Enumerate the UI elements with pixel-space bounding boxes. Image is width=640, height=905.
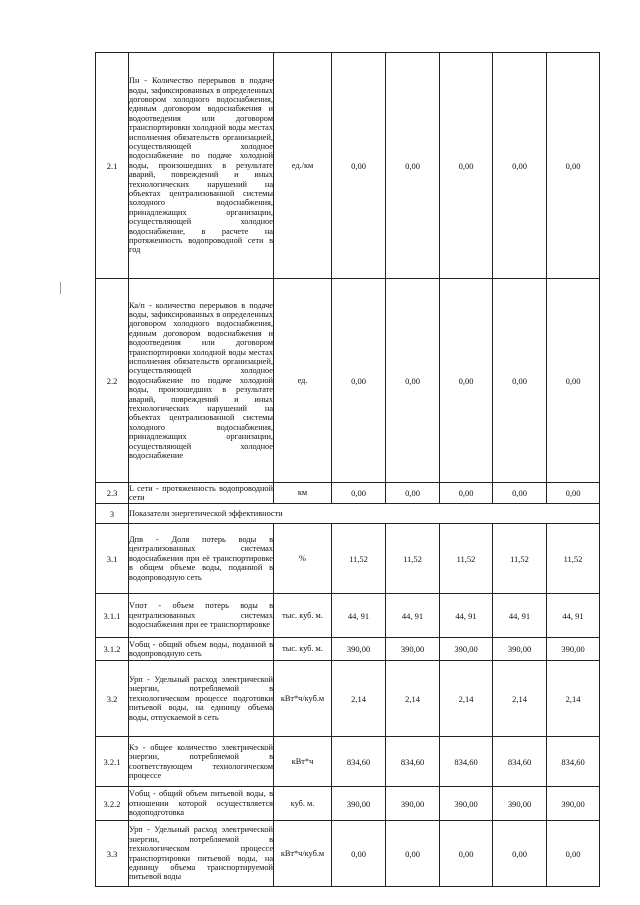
row-description: Vпот - объем потерь воды в централизованных системах водоснабжения при ее транспортировке — [129, 594, 274, 638]
value-cell: 2,14 — [493, 661, 547, 737]
table-row — [96, 737, 600, 787]
value-cell: 2,14 — [547, 661, 600, 737]
value-cell: 0,00 — [386, 483, 440, 504]
value-cell: 11,52 — [332, 524, 386, 594]
table-row — [96, 661, 600, 737]
value-cell: 390,00 — [440, 787, 493, 821]
value-cell: 2,14 — [332, 661, 386, 737]
value-cell: 0,00 — [493, 53, 547, 279]
value-cell: 834,60 — [440, 737, 493, 787]
row-number: 3.1 — [96, 524, 129, 594]
section-title: Показатели энергетической эффективности — [129, 504, 600, 524]
row-number: 3.1.2 — [96, 638, 129, 661]
value-cell: 11,52 — [547, 524, 600, 594]
row-description: Урп - Удельный расход электрической энергии, потребляемой в технологическом процессе транспортировки питьевой воды, на единицу объема транспортируемой питьевой воды — [129, 821, 274, 887]
table-row — [96, 53, 600, 279]
value-cell: 2,14 — [440, 661, 493, 737]
value-cell: 0,00 — [386, 53, 440, 279]
value-cell: 0,00 — [386, 279, 440, 483]
value-cell: 44, 91 — [332, 594, 386, 638]
value-cell: 390,00 — [440, 638, 493, 661]
table-row — [96, 279, 600, 483]
row-unit: ед. — [274, 279, 332, 483]
row-number: 2.2 — [96, 279, 129, 483]
row-unit: кВт*ч/куб.м — [274, 821, 332, 887]
margin-mark — [60, 282, 61, 294]
row-number: 3.2.1 — [96, 737, 129, 787]
table-row — [96, 821, 600, 887]
row-description: Пн - Количество перерывов в подаче воды, зафиксированных в определенных договором холодного водоснабжения, единым договором водоснабжения и водоотведения или договором транспортировки холодной воды местах исполнения обязательств организацией, осуществляющей холодное водоснабжение по подаче холодной воды, произошедших в результате аварий, повреждений и иных технологических нарушений на объектах централизованной системы холодного водоснабжения, принадлежащих организации, осуществляющей холодное водоснабжение, в расчете на протяженность водопроводной сети в год — [129, 53, 274, 279]
value-cell: 2,14 — [386, 661, 440, 737]
value-cell: 0,00 — [332, 821, 386, 887]
value-cell: 390,00 — [386, 787, 440, 821]
value-cell: 390,00 — [547, 638, 600, 661]
value-cell: 390,00 — [493, 638, 547, 661]
row-description: Vобщ - общий объем воды, поданной в водопроводную сеть — [129, 638, 274, 661]
value-cell: 0,00 — [440, 483, 493, 504]
value-cell: 0,00 — [493, 483, 547, 504]
row-unit: тыс. куб. м. — [274, 638, 332, 661]
value-cell: 834,60 — [547, 737, 600, 787]
value-cell: 390,00 — [493, 787, 547, 821]
row-description: Vобщ - общий объем питьевой воды, в отношении которой осуществляется водоподготовка — [129, 787, 274, 821]
row-unit: ед./км — [274, 53, 332, 279]
table-row — [96, 524, 600, 594]
value-cell: 390,00 — [386, 638, 440, 661]
row-unit: км — [274, 483, 332, 504]
section-header-row — [96, 504, 600, 524]
row-description: Урп - Удельный расход электрической энергии, потребляемой в технологическом процессе подготовки питьевой воды, на единицу объема воды, отпускаемой в сеть — [129, 661, 274, 737]
value-cell: 0,00 — [547, 279, 600, 483]
indicators-table — [95, 52, 600, 887]
value-cell: 0,00 — [440, 821, 493, 887]
row-description: Кэ - общее количество электрической энергии, потребляемой в соответствующем технологическом процессе — [129, 737, 274, 787]
row-number: 3.3 — [96, 821, 129, 887]
value-cell: 390,00 — [332, 638, 386, 661]
value-cell: 0,00 — [547, 53, 600, 279]
row-number: 3.2 — [96, 661, 129, 737]
value-cell: 44, 91 — [386, 594, 440, 638]
row-number: 3.2.2 — [96, 787, 129, 821]
row-description: L сети - протяженность водопроводной сети — [129, 483, 273, 502]
row-unit: % — [274, 524, 332, 594]
value-cell: 0,00 — [493, 279, 547, 483]
row-unit: тыс. куб. м. — [274, 594, 332, 638]
value-cell: 834,60 — [386, 737, 440, 787]
value-cell: 11,52 — [493, 524, 547, 594]
value-cell: 834,60 — [493, 737, 547, 787]
row-unit: кВт*ч — [274, 737, 332, 787]
value-cell: 44, 91 — [493, 594, 547, 638]
row-number: 2.3 — [96, 483, 129, 504]
value-cell: 44, 91 — [547, 594, 600, 638]
table-row — [96, 483, 600, 504]
value-cell: 0,00 — [386, 821, 440, 887]
value-cell: 0,00 — [332, 53, 386, 279]
table-row — [96, 787, 600, 821]
value-cell: 834,60 — [332, 737, 386, 787]
row-unit: куб. м. — [274, 787, 332, 821]
value-cell: 390,00 — [332, 787, 386, 821]
value-cell: 0,00 — [440, 279, 493, 483]
row-description: Ка/п - количество перерывов в подаче воды, зафиксированных в определенных договором холодного водоснабжения, единым договором водоснабжения и водоотведения или договором транспортировки холодной воды местах исполнения обязательств организацией, осуществляющей холодное водоснабжение по подаче холодной воды, произошедших в результате аварий, повреждений и иных технологических нарушений на объектах централизованной системы холодного водоснабжения, принадлежащих организации, осуществляющей холодное водоснабжение — [129, 279, 274, 483]
row-number: 3.1.1 — [96, 594, 129, 638]
value-cell: 390,00 — [547, 787, 600, 821]
value-cell: 11,52 — [386, 524, 440, 594]
value-cell: 44, 91 — [440, 594, 493, 638]
table-row — [96, 594, 600, 638]
value-cell: 0,00 — [440, 53, 493, 279]
row-unit: кВт*ч/куб.м — [274, 661, 332, 737]
value-cell: 0,00 — [547, 821, 600, 887]
value-cell: 0,00 — [332, 279, 386, 483]
value-cell: 0,00 — [332, 483, 386, 504]
value-cell: 0,00 — [493, 821, 547, 887]
value-cell: 0,00 — [547, 483, 600, 504]
section-number: 3 — [96, 504, 129, 524]
value-cell: 11,52 — [440, 524, 493, 594]
row-description: Дпв - Доля потерь воды в централизованных системах водоснабжения при её транспортировке в общем объеме воды, поданной в водопроводную сеть — [129, 524, 274, 594]
row-number: 2.1 — [96, 53, 129, 279]
table-row — [96, 638, 600, 661]
